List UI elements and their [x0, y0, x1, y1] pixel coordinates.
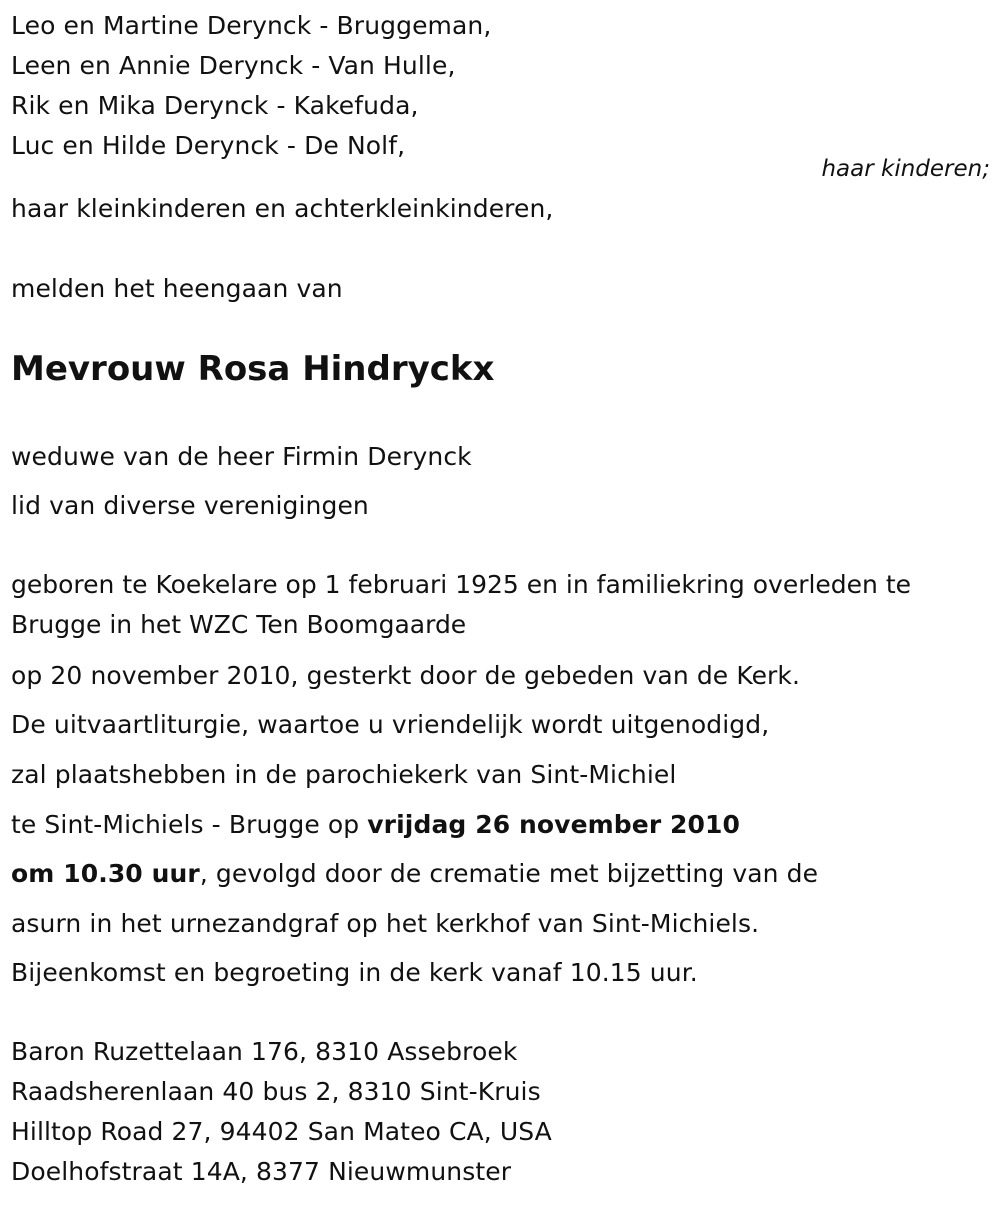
child-line: Rik en Mika Derynck - Kakefuda, — [11, 91, 419, 120]
member-line: lid van diverse verenigingen — [11, 491, 369, 520]
deceased-name: Mevrouw Rosa Hindryckx — [11, 349, 495, 389]
child-line: Leen en Annie Derynck - Van Hulle, — [11, 51, 456, 80]
birth-death-paragraph: geboren te Koekelare op 1 februari 1925 en in familiekring overleden te Brugge in het WZC Ten Boomgaarde — [11, 570, 912, 639]
funeral-line-4 — [11, 858, 818, 890]
children-label: haar kinderen; — [821, 156, 990, 182]
child-line: Luc en Hilde Derynck - De Nolf, — [11, 131, 406, 160]
grandchildren-line: haar kleinkinderen en achterkleinkinderen, — [11, 194, 554, 223]
funeral-line-2: zal plaatshebben in de parochiekerk van Sint-Michiel — [11, 760, 677, 789]
address-line: Raadsherenlaan 40 bus 2, 8310 Sint-Kruis — [11, 1077, 541, 1106]
address-line: Baron Ruzettelaan 176, 8310 Assebroek — [11, 1037, 518, 1066]
funeral-line-1: De uitvaartliturgie, waartoe u vriendelijk wordt uitgenodigd, — [11, 710, 770, 739]
address-line: Doelhofstraat 14A, 8377 Nieuwmunster — [11, 1157, 512, 1186]
funeral-line-6: Bijeenkomst en begroeting in de kerk vanaf 10.15 uur. — [11, 958, 698, 987]
address-line: Hilltop Road 27, 94402 San Mateo CA, USA — [11, 1117, 552, 1146]
child-line: Leo en Martine Derynck - Bruggeman, — [11, 11, 492, 40]
announcement-line: melden het heengaan van — [11, 274, 343, 303]
widow-line: weduwe van de heer Firmin Derynck — [11, 442, 472, 471]
funeral-place-text: te Sint-Michiels - Brugge op — [11, 810, 368, 839]
funeral-cremation-text: , gevolgd door de crematie met bijzetting van de — [199, 859, 819, 888]
funeral-line-3 — [11, 809, 740, 841]
funeral-line-5: asurn in het urnezandgraf op het kerkhof van Sint-Michiels. — [11, 909, 760, 938]
funeral-date: vrijdag 26 november 2010 — [367, 810, 741, 839]
funeral-time: om 10.30 uur — [11, 859, 200, 888]
death-line: op 20 november 2010, gesterkt door de gebeden van de Kerk. — [11, 661, 801, 690]
